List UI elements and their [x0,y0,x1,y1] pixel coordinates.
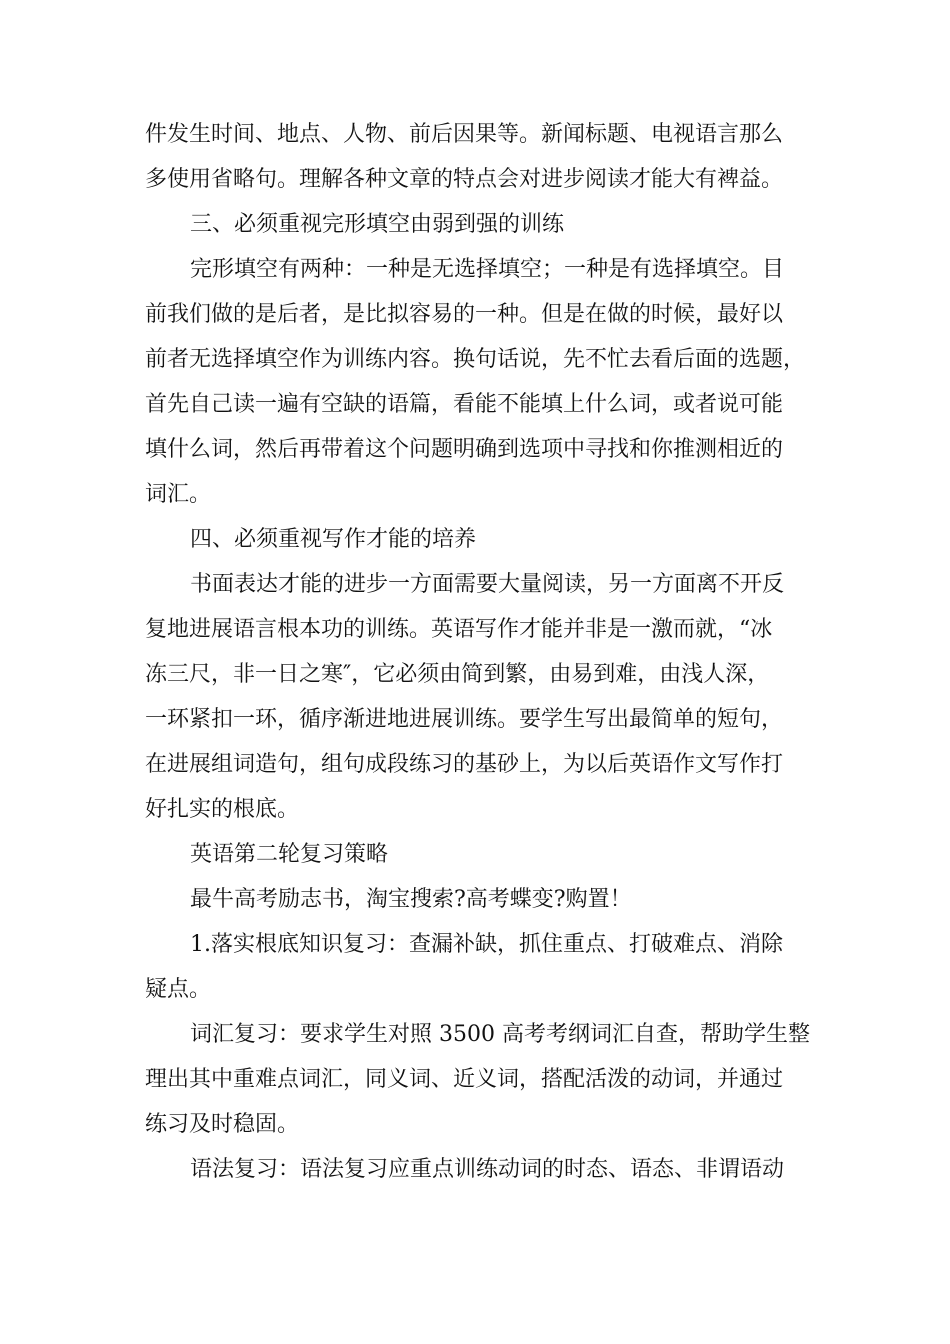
text-line-2: 多使用省略句。理解各种文章的特点会对进步阅读才能大有裨益。 [145,167,784,192]
text-line-21: 词汇复习：要求学生对照 3500 高考考纲词汇自查，帮助学生整 [190,1022,810,1047]
text-line-6: 前者无选择填空作为训练内容。换句话说，先不忙去看后面的选题， [145,347,806,372]
text-line-23: 练习及时稳固。 [145,1112,300,1137]
text-line-5: 前我们做的是后者，是比拟容易的一种。但是在做的时候，最好以 [145,302,784,327]
document-body [145,112,810,1192]
section-title: 英语第二轮复习策略 [190,842,389,867]
text-line-14: 一环紧扣一环，循序渐进地进展训练。要学生写出最简单的短句， [145,707,784,732]
text-line-19: 1.落实根底知识复习：查漏补缺，抓住重点、打破难点、消除 [190,932,783,957]
text-line-15: 在进展组词造句，组句成段练习的基砂上，为以后英语作文写作打 [145,752,784,777]
text-line-24: 语法复习：语法复习应重点训练动词的时态、语态、非谓语动 [190,1157,785,1182]
text-line-22: 理出其中重难点词汇，同义词、近义词，搭配活泼的动词，并通过 [145,1067,784,1092]
text-line-8: 填什么词，然后再带着这个问题明确到选项中寻找和你推测相近的 [145,437,784,462]
text-line-4: 完形填空有两种：一种是无选择填空；一种是有选择填空。目 [190,257,785,282]
section-heading-3: 三、必须重视完形填空由弱到强的训练 [190,212,565,237]
section-heading-4: 四、必须重视写作才能的培养 [190,527,477,552]
text-line-13: 冻三尺，非一日之寒″，它必须由简到繁，由易到难，由浅人深， [145,662,770,687]
text-line-1: 件发生时间、地点、人物、前后因果等。新闻标题、电视语言那么 [145,122,784,147]
text-line-9: 词汇。 [145,482,212,507]
text-line-11: 书面表达才能的进步一方面需要大量阅读，另一方面离不开反 [190,572,785,597]
text-line-16: 好扎实的根底。 [145,797,300,822]
promo-line: 最牛高考励志书，淘宝搜索?高考蝶变?购置！ [190,887,632,912]
text-line-7: 首先自己读一遍有空缺的语篇，看能不能填上什么词，或者说可能 [145,392,784,417]
text-line-20: 疑点。 [145,977,212,1002]
text-line-12: 复地进展语言根本功的训练。英语写作才能并非是一激而就，“冰 [145,617,773,642]
